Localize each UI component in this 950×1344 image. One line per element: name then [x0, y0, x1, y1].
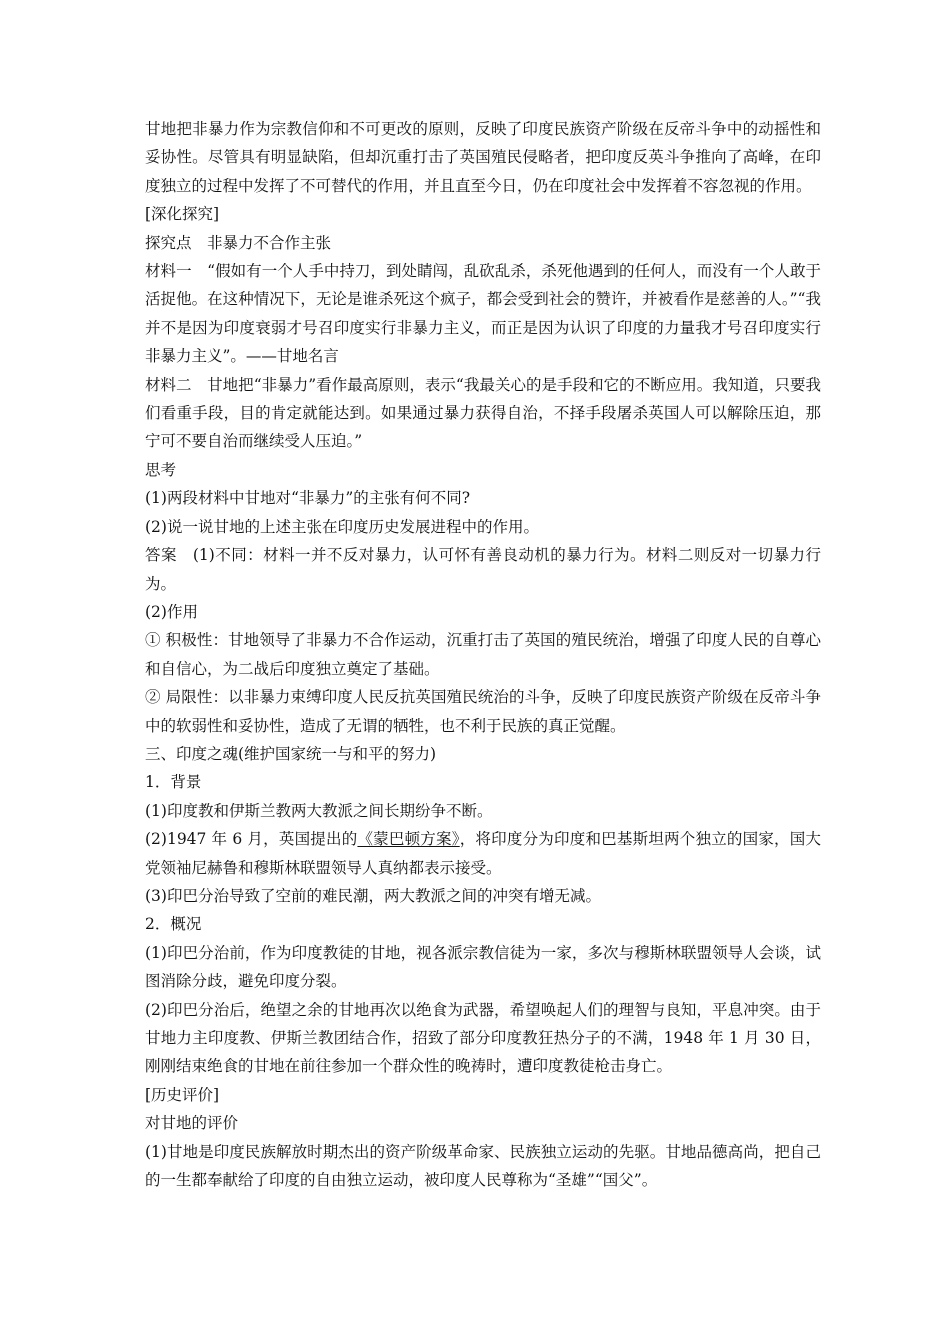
overview-heading: 2．概况: [145, 915, 202, 934]
material-one: 材料一 “假如有一个人手中持刀，到处睛闯，乱砍乱杀，杀死他遇到的任何人，而没有一个人敢于活捉他。在这种情况下，无论是谁杀死这个疯子，都会受到社会的赞许，并被看作是慈善的人。”“我并不是因为印度衰弱才号召印度实行非暴力主义，而正是因为认识了印度的力量我才号召印度实行非暴力主义”。——甘地名言: [145, 262, 821, 366]
section-three-heading: 三、印度之魂(维护国家统一与和平的努力): [145, 744, 437, 763]
document-page: [145, 115, 821, 1194]
role-heading: (2)作用: [145, 602, 198, 621]
background-item-3: (3)印巴分治导致了空前的难民潮，两大教派之间的冲突有增无减。: [145, 886, 601, 905]
deep-explore-header: [深化探究]: [145, 205, 220, 224]
background-heading: 1．背景: [145, 773, 202, 792]
explore-point-heading: 探究点 非暴力不合作主张: [145, 233, 332, 252]
gandhi-eval-heading: 对甘地的评价: [145, 1114, 239, 1133]
answer-paragraph: 答案 (1)不同：材料一并不反对暴力，认可怀有善良动机的暴力行为。材料二则反对一切暴力行为。: [145, 546, 821, 593]
evaluation-item-1: (1)甘地是印度民族解放时期杰出的资产阶级革命家、民族独立运动的先驱。甘地品德高尚，把自己的一生都奉献给了印度的自由独立运动，被印度人民尊称为“圣雄”“国父”。: [145, 1142, 821, 1190]
background-item-2-after: ，将印度分为印度和巴基斯坦两个独立的国家，国大党领袖尼赫鲁和穆斯林联盟领导人真纳都表示接受。: [145, 830, 821, 877]
limitation-role: ② 局限性：以非暴力束缚印度人民反抗英国殖民统治的斗争，反映了印度民族资产阶级在反帝斗争中的软弱性和妥协性，造成了无谓的牺牲，也不利于民族的真正觉醒。: [145, 688, 821, 735]
background-item-2: [145, 825, 821, 882]
overview-item-1: (1)印巴分治前，作为印度教徒的甘地，视各派宗教信徒为一家，多次与穆斯林联盟领导人会谈，试图消除分歧，避免印度分裂。: [145, 943, 821, 991]
mountbatten-plan-link[interactable]: 《蒙巴顿方案》: [357, 830, 460, 849]
background-item-2-before: (2)1947 年 6 月，英国提出的: [145, 830, 358, 849]
background-item-1: (1)印度教和伊斯兰教两大教派之间长期纷争不断。: [145, 801, 493, 820]
question-two: (2)说一说甘地的上述主张在印度历史发展进程中的作用。: [145, 517, 539, 536]
intro-paragraph: 甘地把非暴力作为宗教信仰和不可更改的原则，反映了印度民族资产阶级在反帝斗争中的动摇性和妥协性。尽管具有明显缺陷，但却沉重打击了英国殖民侵略者，把印度反英斗争推向了高峰，在印度独立的过程中发挥了不可替代的作用，并且直至今日，仍在印度社会中发挥着不容忽视的作用。: [145, 120, 821, 195]
question-one: (1)两段材料中甘地对“非暴力”的主张有何不同?: [145, 489, 471, 508]
overview-item-2: (2)印巴分治后，绝望之余的甘地再次以绝食为武器，希望唤起人们的理智与良知，平息冲突。由于甘地力主印度教、伊斯兰教团结合作，招致了部分印度教狂热分子的不满，1948 年 1 月 30 日，刚刚结束绝食的甘地在前往参加一个群众性的晚祷时，遭印度教徒枪击身亡。: [145, 1000, 821, 1076]
think-heading: 思考: [145, 460, 177, 479]
history-eval-header: [历史评价]: [145, 1085, 220, 1104]
positive-role: ① 积极性：甘地领导了非暴力不合作运动，沉重打击了英国的殖民统治，增强了印度人民的自尊心和自信心，为二战后印度独立奠定了基础。: [145, 631, 821, 678]
material-two: 材料二 甘地把“非暴力”看作最高原则，表示“我最关心的是手段和它的不断应用。我知道，只要我们看重手段，目的肯定就能达到。如果通过暴力获得自治，不择手段屠杀英国人可以解除压迫，那宁可不要自治而继续受人压迫。”: [145, 375, 821, 451]
